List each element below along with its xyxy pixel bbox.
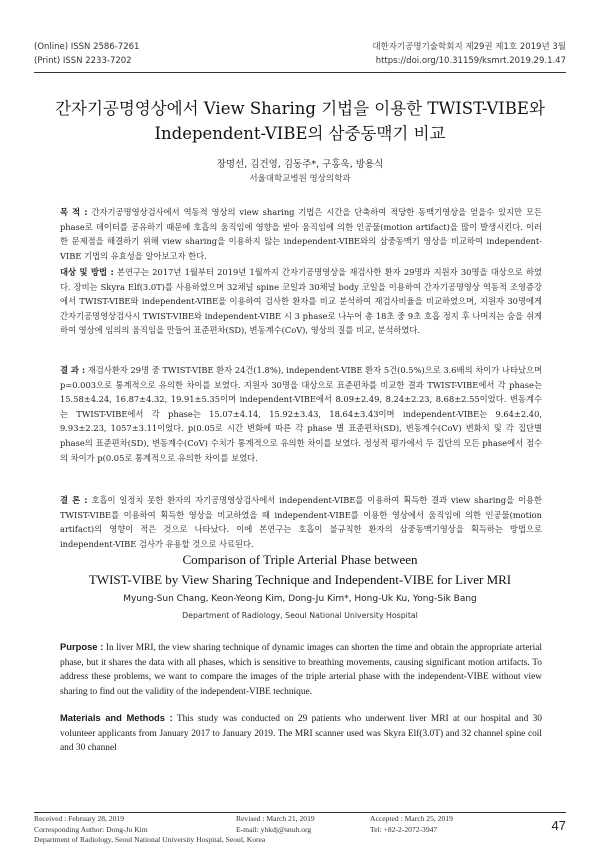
online-issn: (Online) ISSN 2586-7261 [34, 42, 140, 52]
email[interactable]: E-mail: yhkdj@snuh.org [236, 824, 312, 834]
header-divider [34, 72, 566, 73]
english-abstract-methods [60, 711, 542, 756]
methods-text-en: This study was conducted on 29 patients who underwent liver MRI at our hospital and 30 volunteer applicants from January 2017 to January 2019. The MRI scanner used was Skyra Elf(3.0T) and 32 channel spine coil and 30 channel [60, 714, 542, 754]
footer-department: Department of Radiology, Seoul National University Hospital, Seoul, Korea [34, 835, 266, 844]
korean-title-line2: Independent-VIBE의 삼중동맥기 비교 [154, 124, 446, 143]
purpose-text-en: In liver MRI, the view sharing technique of dynamic images can shorten the time and obtain the appropriate arterial phase, but it shares the data with all phases, which is sensitive to breathing movements, causing significant motion artifacts. To address these problems, we want to compare the images of the triple arterial phase with the independent-VIBE without view sharing to find out the validity of the independent-VIBE technique. [60, 643, 542, 697]
revised-date: Revised : March 21, 2019 [236, 814, 315, 823]
english-title-line1: Comparison of Triple Arterial Phase between [182, 552, 418, 567]
telephone: Tel: +82-2-2072-3947 [370, 824, 438, 834]
korean-title [34, 96, 566, 146]
results-text-ko: 재검사환자 29명 중 TWIST-VIBE 환자 24건(1.8%), independent-VIBE 환자 5건(0.5%)으로 3.6배의 차이가 나타났으며 p=0.003으로 통계적으로 유의한 차이를 보였다. 지원자 30명을 대상으로 표준편차를 비교한 결과 TWIST-VIBE에서 각 phase는 15.58±4.24, 16.87±4.32, 19.91±5.35이며 independent-VIBE에서 8.09±2.49, 8.24±2.23, 8.68±2.55이었다. 변동계수는 TWIST-VIBE에서 각 phase는 15.07±4.14, 15.92±3.43, 18.64±3.43이며 independent-VIBE는 9.64±2.40, 9.93±2.23, 1057±3.11이었다. p(0.05로 시간 변화에 따른 각 phase 별 표준편차(SD), 변동계수(CoV) 변화치 및 각 집단별 phase의 표준편차(SD), 변동계수(CoV) 수치가 통계적으로 유의한 차이를 보였다. 정성적 평가에서 두 집단의 모든 phase에서 점수의 차이가 p(0.05로 통계적으로 유의한 차이를 보였다. [60, 365, 542, 463]
english-authors: Myung-Sun Chang, Keon-Yeong Kim, Dong-Ju Kim*, Hong-Uk Ku, Yong-Sik Bang [123, 594, 477, 604]
conclusion-label-ko: 결 론 : [60, 495, 88, 505]
english-title [34, 550, 566, 590]
purpose-label-ko: 목 적 : [60, 207, 88, 217]
page-number: 47 [551, 818, 566, 833]
doi-link[interactable]: https://doi.org/10.31159/ksmrt.2019.29.1.47 [375, 56, 566, 66]
english-title-line2: TWIST-VIBE by View Sharing Technique and Independent-VIBE for Liver MRI [88, 572, 512, 587]
korean-authors: 장명선, 김건영, 김동주*, 구홍욱, 방용식 [216, 159, 384, 170]
header-issn [34, 40, 139, 68]
received-date: Received : February 28, 2019 [34, 814, 125, 823]
purpose-label-en: Purpose : [60, 641, 104, 652]
methods-text-ko: 본연구는 2017년 1월부터 2019년 1월까지 간자기공명영상을 재검사한 환자 29명과 지원자 30명을 대상으로 하였다. 장비는 Skyra Elf(3.0T)를 사용하였으며 32채널 spine 코일과 30채널 body 코일을 이용하여 간자기공명영상 역동적 조영증강에서 TWIST-VIBE와 independent-VIBE을 이용하여 검사한 환자를 비교 분석하여 재검사비율을 비교하였으며, 지원자 30명에게 간자기공명영상검사시 TWIST-VIBE와 independent-VIBE 시 3 phase로 나누어 총 18초 중 9초 호흡 정지 후 나머지는 숨을 쉬게 하여 영상에 임의의 움직임을 만들어 표준편차(SD), 변동계수(CoV), 영상의 질를 비교, 분석하였다. [60, 267, 542, 336]
footer-divider [34, 812, 566, 813]
accepted-date: Accepted : March 25, 2019 [370, 814, 453, 823]
results-label-ko: 결 과 : [60, 365, 86, 375]
footer-col-3 [370, 814, 453, 835]
footer-col-1 [34, 814, 148, 835]
corresponding-author: Corresponding Author: Dong-Ju Kim [34, 824, 148, 834]
conclusion-text-ko: 호흡이 일정치 못한 환자의 자기공명영상검사에서 independent-VIBE를 이용하여 획득한 결과 view sharing을 이용한 TWIST-VIBE를 이용하여 획득한 영상을 비교하였을 때 independent-VIBE를 이용한 영상에서 움직임에 의한 인공물(motion artifact)의 영향이 적은 것으로 나타났다. 이에 본연구는 호흡이 불규칙한 환자의 삼중동맥기영상을 획득하는 방법으로 independent-VIBE 검사가 유용할 것으로 사료된다. [60, 495, 543, 549]
methods-label-en: Materials and Methods : [60, 712, 173, 723]
english-affiliation: Department of Radiology, Seoul National University Hospital [182, 611, 418, 620]
print-issn: (Print) ISSN 2233-7202 [34, 56, 132, 66]
footer-col-2 [236, 814, 315, 835]
korean-affiliation: 서울대학교병원 영상의학과 [249, 174, 351, 184]
methods-label-ko: 대상 및 방법 : [60, 267, 114, 277]
korean-abstract-results [60, 363, 542, 465]
purpose-text-ko: 간자기공명영상검사에서 역동적 영상의 view sharing 기법은 시간을 단축하여 적당한 동맥기영상을 얻을수 있지만 모든 phase로 데이터를 공유하기 때문에 호흡의 움직임에 영향을 받아 움직임에 의한 인공물(motion artifact)을 많이 발생시킨다. 이러한 문제점을 해결하기 위해 view sharing을 이용하지 않는 independent-VIBE와의 삼중동맥기 영상을 비교하여 independent-VIBE 기법의 유효성을 알아보고자 한다. [60, 207, 542, 261]
journal-name: 대한자기공명기술학회지 제29권 제1호 2019년 3월 [372, 42, 566, 52]
english-abstract-purpose [60, 640, 542, 699]
korean-abstract-purpose [60, 205, 542, 263]
korean-title-line1: 간자기공명영상에서 View Sharing 기법을 이용한 TWIST-VIBE와 [55, 99, 545, 118]
korean-abstract-conclusion [60, 493, 542, 551]
header-journal [372, 40, 566, 68]
korean-abstract-methods [60, 265, 542, 338]
